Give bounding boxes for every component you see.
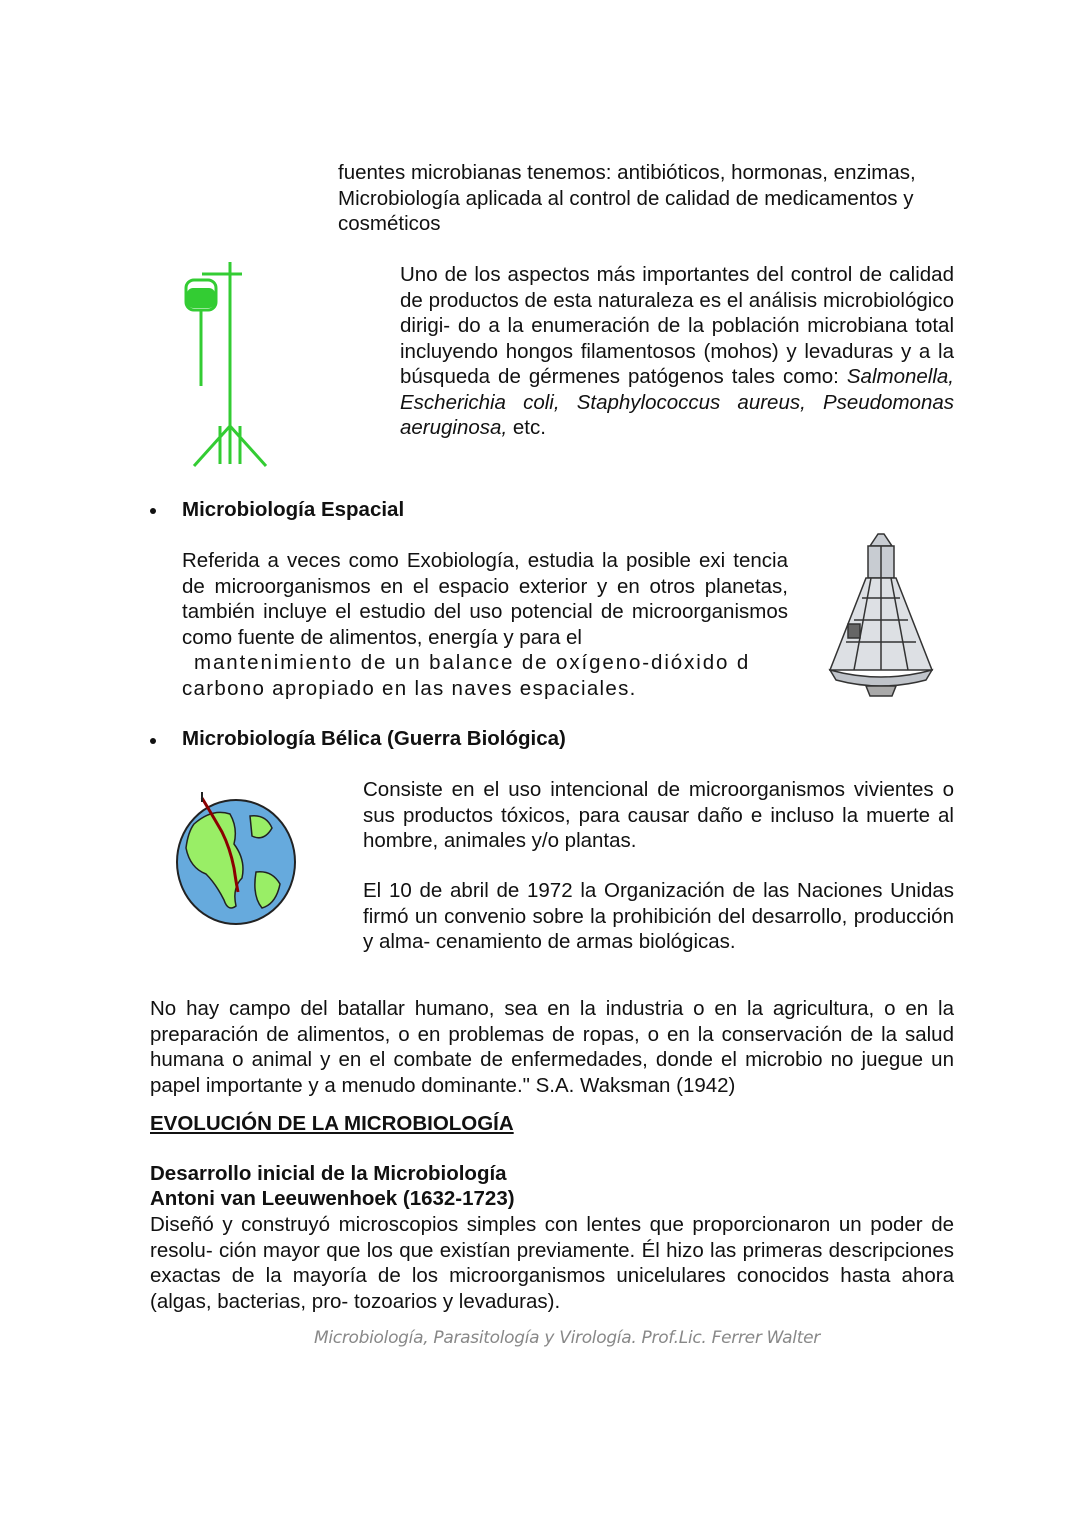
bullet [150,508,156,514]
space-heading: Microbiología Espacial [182,498,405,521]
evolution-paragraph: Diseñó y construyó microscopios simples con lentes que proporcionaron un poder de resolu- ción mayor que los que existían previamente. Él hizo las primeras descripciones exactas de la mayoría de los microorganismos unicelulares conocidos hasta ahora (algas, bacterias, pro- tozoarios y levaduras). [150,1213,954,1313]
quality-text: Uno de los aspectos más importantes del control de calidad de productos de esta naturaleza es el análisis microbiológico dirigi- do a la enumeración de la población microbiana total incluyendo hongos filamentosos (mohos) y levaduras y a la búsqueda de gérmenes patógenos tales como: [400,263,954,388]
evolution-subheading: Desarrollo inicial de la Microbiología [150,1162,507,1185]
globe-icon [172,788,300,930]
footer: Microbiología, Parasitología y Virología. Prof.Lic. Ferrer Walter [314,1328,820,1348]
war-heading: Microbiología Bélica (Guerra Biológica) [182,727,566,750]
intro-line: fuentes microbianas tenemos: antibióticos, hormonas, enzimas, [338,161,916,184]
intro-line: Microbiología aplicada al control de calidad de medicamentos y [338,186,914,210]
space-text-line: mantenimiento de un balance de oxígeno-dióxido d [194,651,751,674]
evolution-subheading: Antoni van Leeuwenhoek (1632-1723) [150,1187,515,1210]
species-list: Salmonella, Escherichia coli, Staphylococcus aureus, Pseudomonas aeruginosa, [400,365,954,439]
space-paragraph [182,548,788,650]
intro-line: cosméticos [338,212,441,235]
iv-drip-icon [180,258,276,472]
bullet [150,738,156,744]
space-text: Referida a veces como Exobiología, estudia la posible exi tencia de microorganismos en el espacio exterior y en otros planetas, también incluye el estudio del uso potencial de microorganismos como fuente de alimentos, energía y para el [182,549,788,649]
evolution-heading: EVOLUCIÓN DE LA MICROBIOLOGÍA [150,1112,514,1135]
intro-paragraph [338,160,954,237]
space-capsule-icon [826,528,936,700]
quote-paragraph: No hay campo del batallar humano, sea en la industria o en la agricultura, o en la preparación de alimentos, o en problemas de ropas, o en la conservación de la salud humana o animal y en el combate de enfermedades, donde el microbio no juegue un papel importante y a menudo dominante." S.A. Waksman (1942) [150,997,954,1097]
quality-paragraph [400,262,954,441]
quality-suffix: etc. [512,416,546,439]
space-text-line: carbono apropiado en las naves espaciales. [182,677,637,700]
war-paragraph-2: El 10 de abril de 1972 la Organización de las Naciones Unidas firmó un convenio sobre la prohibición del desarrollo, producción y alma- cenamiento de armas biológicas. [363,879,954,953]
war-paragraph-1: Consiste en el uso intencional de microorganismos vivientes o sus productos tóxicos, para causar daño e incluso la muerte al hombre, animales y/o plantas. [363,778,954,852]
